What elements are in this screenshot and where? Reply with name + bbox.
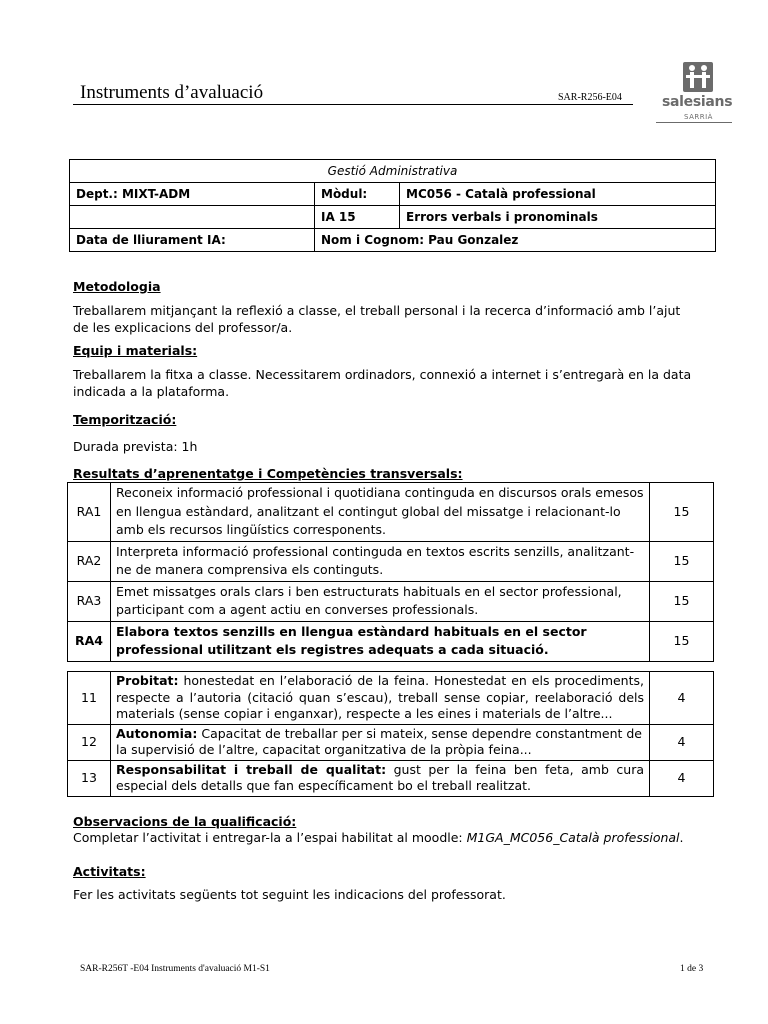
observacions-heading: Observacions de la qualificació: xyxy=(73,814,297,829)
ra-points: 15 xyxy=(650,541,714,581)
header-divider xyxy=(73,104,633,105)
footer-page-number: 1 de 3 xyxy=(680,964,704,974)
activitats-heading: Activitats: xyxy=(73,864,146,879)
ct-text: gust per la feina ben feta, amb cura especial dels detalls que fan específicament bo el treball realitzat. xyxy=(116,761,644,793)
document-code: SAR-R256-E04 xyxy=(558,92,622,103)
ra-text: Emet missatges orals clars i ben estructurats habituals en el sector professional, participant com a agent actiu en converses professionals. xyxy=(111,581,650,621)
ra-text: Elabora textos senzills en llengua estàndard habituals en el sector professional utilitzant els registres adequats a cada situació. xyxy=(111,621,650,661)
ra-points: 15 xyxy=(650,581,714,621)
ct-code: 13 xyxy=(68,760,111,796)
table-row xyxy=(68,672,714,725)
ct-code: 12 xyxy=(68,724,111,760)
ct-title: Responsabilitat i treball de qualitat: xyxy=(116,761,387,777)
ct-code: 11 xyxy=(68,672,111,725)
subject-area: Gestió Administrativa xyxy=(70,160,716,183)
ra-text: Reconeix informació professional i quotidiana continguda en discursos orals emesos en llengua estàndard, analitzant el contingut global del missatge i relacionant-lo amb els recursos lingüístics corresponents. xyxy=(111,483,650,542)
ct-points: 4 xyxy=(650,672,714,725)
ra-points: 15 xyxy=(650,483,714,542)
modul-value: MC056 - Català professional xyxy=(400,183,716,206)
ia-label: IA 15 xyxy=(315,206,400,229)
modul-label: Mòdul: xyxy=(315,183,400,206)
delivery-date-label: Data de lliurament IA: xyxy=(70,229,315,252)
ia-value: Errors verbals i pronominals xyxy=(400,206,716,229)
metodologia-text: Treballarem mitjançant la reflexió a classe, el treball personal i la recerca d’informació amb l’ajut de les explicacions del professor/a. xyxy=(73,303,681,335)
empty-cell xyxy=(70,206,315,229)
temporitzacio-heading: Temporització: xyxy=(73,412,177,427)
resultats-heading: Resultats d’aprenentatge i Competències transversals: xyxy=(73,466,463,481)
equip-heading: Equip i materials: xyxy=(73,343,198,358)
table-row xyxy=(68,581,714,621)
observacions-end: . xyxy=(679,830,684,845)
ra-code: RA3 xyxy=(68,581,111,621)
ct-desc xyxy=(111,760,650,796)
observacions-body: Completar l’activitat i entregar-la a l’espai habilitat al moodle: xyxy=(73,830,467,845)
resultats-table xyxy=(67,482,714,662)
ra-points: 15 xyxy=(650,621,714,661)
ct-points: 4 xyxy=(650,724,714,760)
ct-text: honestedat en l’elaboració de la feina. Honestedat en els procediments, respecte a l’autoria (citació quan s’escau), treball sense copiar, reelaboració dels materials (sense copiar i enganxar), respecte a les eines i materials de l’altre... xyxy=(116,673,644,721)
table-row xyxy=(68,724,714,760)
footer-document-ref: SAR-R256T -E04 Instruments d'avaluació M1-S1 xyxy=(80,964,270,974)
dept-cell: Dept.: MIXT-ADM xyxy=(70,183,315,206)
ct-title: Autonomia: xyxy=(116,725,198,741)
activitats-text: Fer les activitats següents tot seguint les indicacions del professorat. xyxy=(73,887,506,902)
ra-code: RA2 xyxy=(68,541,111,581)
competencies-table xyxy=(67,671,714,797)
ra-text: Interpreta informació professional continguda en textos escrits senzills, analitzant-ne de manera comprensiva els continguts. xyxy=(111,541,650,581)
info-table xyxy=(69,159,716,252)
table-row xyxy=(68,621,714,661)
salesians-logo xyxy=(656,60,732,126)
table-row xyxy=(68,483,714,542)
ct-text: Capacitat de treballar per si mateix, sense dependre constantment de la supervisió de l’altre, capacitat organitzativa de la pròpia feina... xyxy=(116,725,642,757)
logo-name: salesians xyxy=(662,94,733,110)
document-title: Instruments d’avaluació xyxy=(80,82,264,103)
ct-title: Probitat: xyxy=(116,673,179,688)
ct-desc xyxy=(111,672,650,725)
ra-code: RA4 xyxy=(68,621,111,661)
ct-points: 4 xyxy=(650,760,714,796)
temporitzacio-text: Durada prevista: 1h xyxy=(73,439,198,454)
student-name: Nom i Cognom: Pau Gonzalez xyxy=(315,229,716,252)
logo-underline xyxy=(656,122,732,123)
table-row xyxy=(68,541,714,581)
observacions-text xyxy=(73,829,723,846)
moodle-course-name: M1GA_MC056_Català professional xyxy=(466,830,680,845)
ct-desc xyxy=(111,724,650,760)
logo-subtitle: SARRIÀ xyxy=(684,113,713,121)
logo-figures-icon xyxy=(683,62,713,92)
equip-text: Treballarem la fitxa a classe. Necessitarem ordinadors, connexió a internet i s’entregarà en la data indicada a la plataforma. xyxy=(73,367,692,399)
table-row xyxy=(68,760,714,796)
ra-code: RA1 xyxy=(68,483,111,542)
metodologia-heading: Metodologia xyxy=(73,279,161,294)
